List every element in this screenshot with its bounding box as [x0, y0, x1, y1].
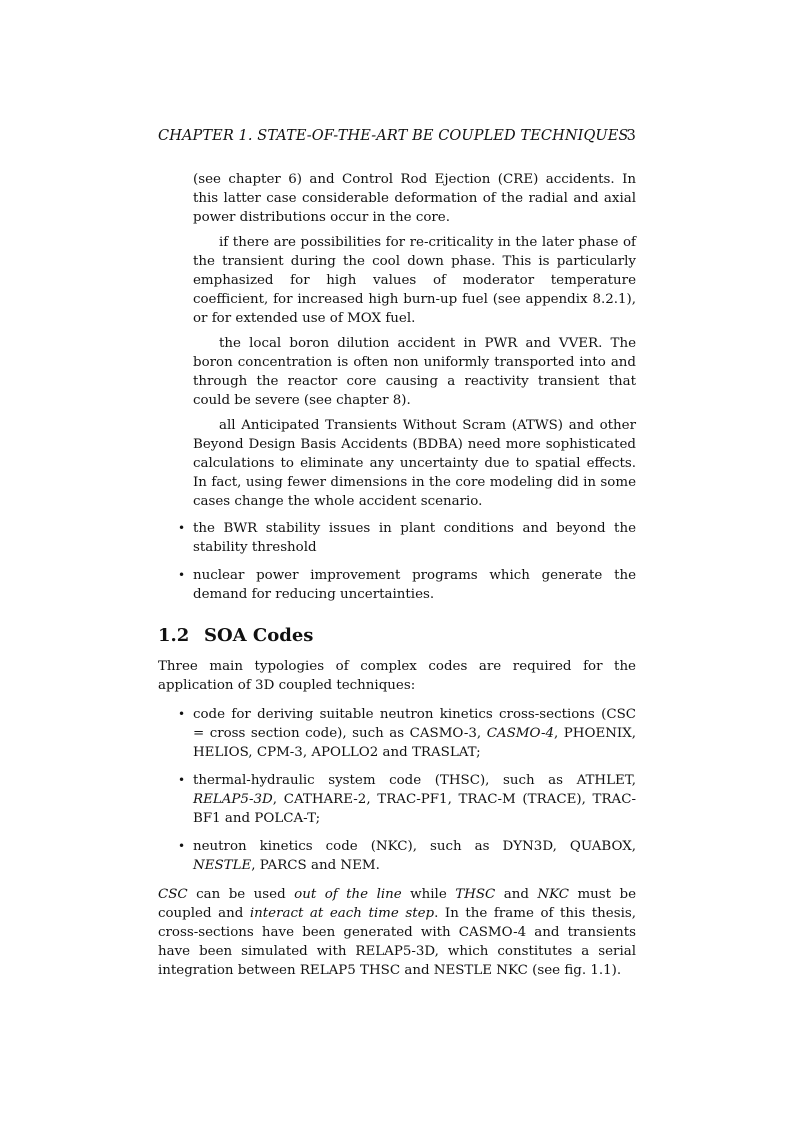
code-emphasis: RELAP5-3D — [193, 792, 273, 807]
code-emphasis: CASMO-4 — [486, 726, 555, 741]
closing-text: and — [495, 887, 538, 902]
term-csc: CSC — [158, 887, 188, 902]
term-nkc: NKC — [537, 887, 569, 902]
page-number: 3 — [626, 128, 636, 144]
continued-list-items — [158, 170, 636, 511]
term-thsc: THSC — [455, 887, 496, 902]
running-header — [158, 128, 636, 144]
section-heading — [158, 626, 636, 645]
list-item — [158, 771, 636, 828]
bullet-icon: • — [178, 839, 186, 853]
bullet-icon: • — [178, 707, 186, 721]
code-text: code for deriving suitable neutron kinetics cross-sections (CSC = cross section code), such as CASMO-3, — [193, 707, 636, 741]
bullet-list-issues — [158, 519, 636, 604]
code-emphasis: NESTLE — [193, 858, 252, 873]
bullet-text: nuclear power improvement programs which generate the demand for reducing uncertainties. — [193, 568, 636, 602]
code-text: , PARCS and NEM. — [251, 858, 380, 873]
recriticality-paragraph: if there are possibilities for re-criticality in the later phase of the transient during the cool down phase. This is particularly emphasized for high values of moderator temperature coefficient, for increased high burn-up fuel (see appendix 8.2.1), or for extended use of MOX fuel. — [193, 235, 636, 326]
closing-text: while — [401, 887, 456, 902]
bullet-icon: • — [178, 773, 186, 787]
list-item — [158, 837, 636, 875]
atws-paragraph: all Anticipated Transients Without Scram (ATWS) and other Beyond Design Basis Accidents (BDBA) need more sophisticated calculations to eliminate any uncertainty due to spatial effects. In fact, using fewer dimensions in the core modeling did in some cases change the whole accident scenario. — [193, 418, 636, 509]
code-text: , CATHARE-2, TRAC-PF1, TRAC-M (TRACE), TRAC-BF1 and POLCA-T; — [193, 792, 636, 826]
section-title: SOA Codes — [204, 625, 314, 646]
bullet-icon: • — [178, 568, 186, 582]
closing-text: must be coupled and — [158, 887, 636, 921]
intro-paragraph: Three main typologies of complex codes are required for the application of 3D coupled techniques: — [158, 659, 636, 693]
bullet-text: the BWR stability issues in plant conditions and beyond the stability threshold — [193, 521, 636, 555]
closing-paragraph — [158, 885, 636, 980]
code-text: , PHOENIX, HELIOS, CPM-3, APOLLO2 and TRASLAT; — [193, 726, 637, 760]
list-item — [158, 519, 636, 557]
section-number: 1.2 — [158, 625, 190, 646]
code-text: neutron kinetics code (NKC), such as DYN3D, QUABOX, — [193, 839, 636, 854]
boron-dilution-paragraph: the local boron dilution accident in PWR and VVER. The boron concentration is often non uniformly transported into and through the reactor core causing a reactivity transient that could be severe (see chapter 8). — [193, 336, 636, 408]
bullet-list-codes — [158, 705, 636, 875]
page-body — [158, 170, 636, 980]
bullet-icon: • — [178, 521, 186, 535]
list-item — [158, 705, 636, 762]
closing-text: . In the frame of this thesis, cross-sections have been generated with CASMO-4 and transients have been simulated with RELAP5-3D, which constitutes a serial integration between RELAP5 THSC and NESTLE NKC (see fig. 1.1). — [158, 906, 636, 978]
running-title: CHAPTER 1. STATE-OF-THE-ART BE COUPLED TECHNIQUES — [158, 128, 629, 144]
continued-paragraph: (see chapter 6) and Control Rod Ejection (CRE) accidents. In this latter case considerable deformation of the radial and axial power distributions occur in the core. — [193, 172, 636, 225]
code-text: thermal-hydraulic system code (THSC), such as ATHLET, — [193, 773, 636, 788]
list-item — [158, 566, 636, 604]
emphasis-out-of-line: out of the line — [294, 887, 402, 902]
emphasis-interact: interact at each time step — [249, 906, 435, 921]
closing-text: can be used — [187, 887, 295, 902]
